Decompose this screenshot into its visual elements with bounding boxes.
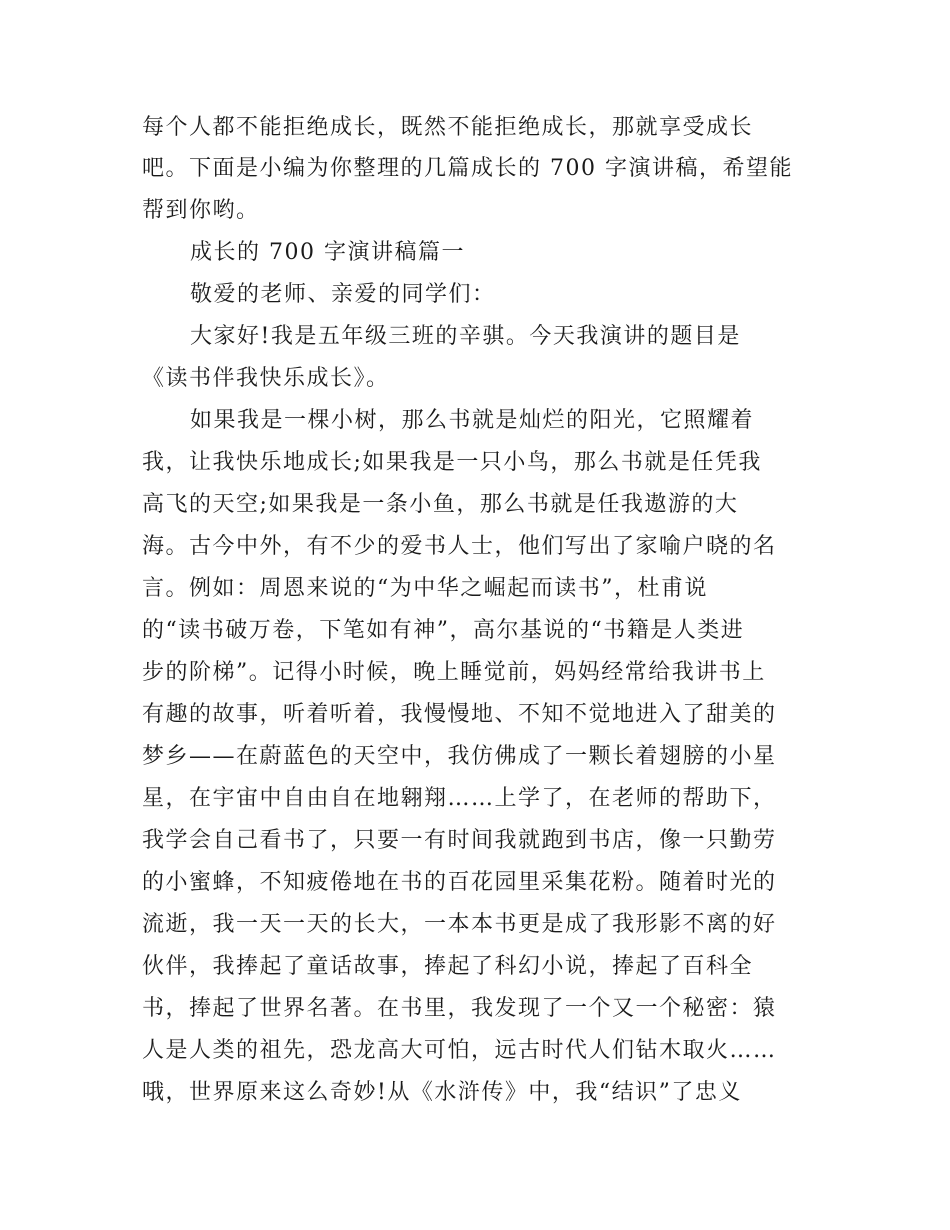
text-line: 高飞的天空;如果我是一条小鱼，那么书就是任我遨游的大 [142,492,739,517]
text-line: 每个人都不能拒绝成长，既然不能拒绝成长，那就享受成长 [142,115,754,140]
text-line: 的小蜜蜂，不知疲倦地在书的百花园里采集花粉。随着时光的 [142,870,777,895]
text-line: 星，在宇宙中自由自在地翱翔……上学了，在老师的帮助下， [142,786,777,811]
text-line: 伙伴，我捧起了童话故事，捧起了科幻小说，捧起了百科全 [142,954,754,979]
text-line: 书，捧起了世界名著。在书里，我发现了一个又一个秘密：猿 [142,996,777,1021]
text-line: 流逝，我一天一天的长大，一本本书更是成了我形影不离的好 [142,912,777,937]
text-line: 帮到你哟。 [142,198,260,223]
text-line: 有趣的故事，听着听着，我慢慢地、不知不觉地进入了甜美的 [142,702,777,727]
text-line: 人是人类的祖先，恐龙高大可怕，远古时代人们钻木取火…… [142,1038,777,1063]
text-line: 步的阶梯”。记得小时候，晚上睡觉前，妈妈经常给我讲书上 [142,660,766,685]
text-line: 《读书伴我快乐成长》。 [142,366,390,391]
salutation: 敬爱的老师、亲爱的同学们： [190,282,496,307]
text-line: 如果我是一棵小树，那么书就是灿烂的阳光，它照耀着 [190,408,755,433]
text-line: 海。古今中外，有不少的爱书人士，他们写出了家喻户晓的名 [142,534,777,559]
text-line: 我学会自己看书了，只要一有时间我就跑到书店，像一只勤劳 [142,828,777,853]
text-line: 哦，世界原来这么奇妙!从《水浒传》中，我“结识”了忠义 [142,1080,742,1105]
text-line: 的“读书破万卷，下笔如有神”，高尔基说的“书籍是人类进 [142,618,745,643]
text-line: 大家好!我是五年级三班的辛骐。今天我演讲的题目是 [190,324,741,349]
text-line: 吧。下面是小编为你整理的几篇成长的 700 字演讲稿，希望能 [142,156,793,181]
section-heading: 成长的 700 字演讲稿篇一 [190,240,465,265]
text-line: 言。例如：周恩来说的“为中华之崛起而读书”，杜甫说 [142,576,708,601]
text-line: 我，让我快乐地成长;如果我是一只小鸟，那么书就是任凭我 [142,450,762,475]
text-line: 梦乡——在蔚蓝色的天空中，我仿佛成了一颗长着翅膀的小星 [142,744,777,769]
